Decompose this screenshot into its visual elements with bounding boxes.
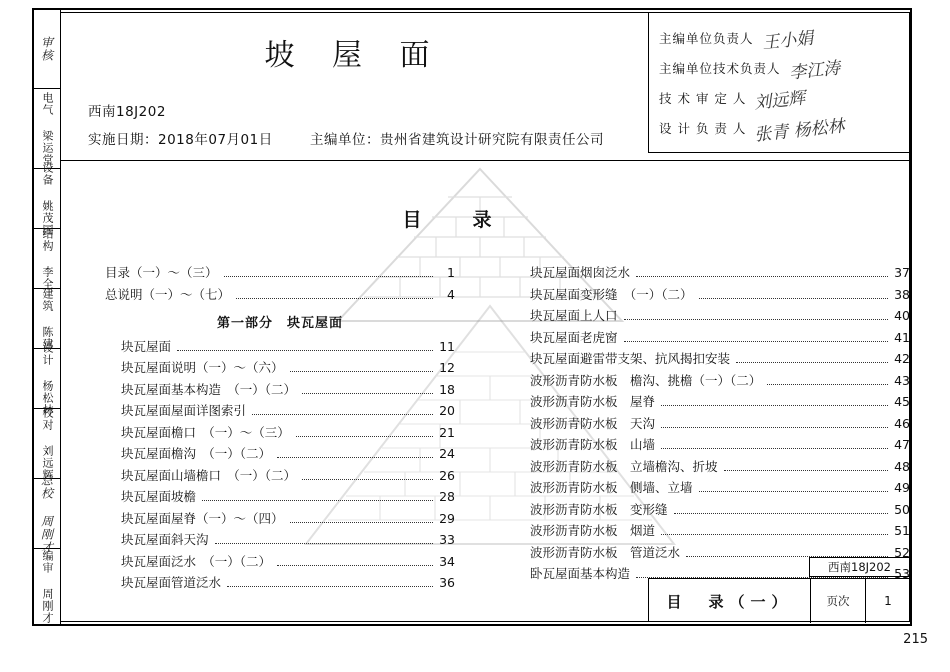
title-block-row-2 <box>659 83 903 113</box>
strip-label-5: 设计 杨松林 <box>41 341 54 416</box>
toc-leader-dots <box>290 512 433 523</box>
toc-entry-page: 50 <box>894 501 910 517</box>
toc-entry[interactable] <box>530 502 910 518</box>
toc-entry-page: 4 <box>447 286 455 302</box>
toc-entry-label: 块瓦屋面檐口 （一）～（三） <box>121 424 290 440</box>
toc-entry[interactable] <box>105 554 455 570</box>
title-block-signature-0: 王小娟 <box>760 27 814 54</box>
toc-entry-label: 卧瓦屋面基本构造 <box>530 566 631 581</box>
toc-entry-page: 21 <box>439 424 455 440</box>
toc-entry[interactable] <box>530 394 910 410</box>
toc-leader-dots <box>636 266 888 277</box>
toc-entry-label: 块瓦屋面避雷带支架、抗风揭扣安装 <box>530 351 731 366</box>
title-block-row-3 <box>659 113 903 146</box>
toc-leader-dots <box>699 481 888 492</box>
page-title: 坡 屋 面 <box>264 38 444 73</box>
toc-entry-label: 波形沥青防水板 侧墙、立墙 <box>530 480 693 495</box>
sheet-page-number: 215 <box>903 632 928 647</box>
footer-title: 目 录（一） <box>666 592 793 611</box>
toc-entry-label: 波形沥青防水板 管道泛水 <box>530 544 681 560</box>
toc-entry-label: 块瓦屋面屋面详图索引 <box>121 403 247 418</box>
toc-entry[interactable] <box>105 360 455 376</box>
toc-entry-label: 块瓦屋面斜天沟 <box>121 532 209 547</box>
toc-entry-page: 33 <box>439 532 455 547</box>
toc-leader-dots <box>296 426 433 437</box>
toc-entry-label: 块瓦屋面上人口 <box>530 308 618 323</box>
toc-leader-dots <box>302 383 433 394</box>
toc-entry-page: 41 <box>894 329 910 345</box>
toc-leader-dots <box>290 361 433 372</box>
strip-label-3: 结构 李全 <box>41 227 54 290</box>
strip-cell-3 <box>33 229 61 289</box>
toc-entry[interactable] <box>105 468 455 484</box>
toc-entry-page: 37 <box>894 265 910 280</box>
strip-label-0: 审核 <box>39 35 54 62</box>
toc-entry-label: 块瓦屋面老虎窗 <box>530 329 618 345</box>
toc-entry-page: 28 <box>439 489 455 504</box>
toc-entry-page: 1 <box>447 265 455 280</box>
toc-leader-dots <box>661 395 888 406</box>
title-block-label-2: 技 术 审 定 人 <box>659 91 747 106</box>
toc-leader-dots <box>661 438 888 449</box>
toc-entry[interactable] <box>105 446 455 462</box>
toc-section-heading: 第一部分 块瓦屋面 <box>216 315 343 331</box>
toc-left-column <box>105 265 455 597</box>
toc-entry-label: 块瓦屋面说明（一）～（六） <box>121 360 284 375</box>
toc-leader-dots <box>302 469 433 480</box>
toc-entry[interactable] <box>105 511 455 527</box>
title-block-signature-2: 刘远辉 <box>753 87 807 114</box>
strip-label-7: 总校 周刚才 <box>39 473 54 554</box>
strip-cell-0 <box>33 9 61 89</box>
toc-entry-page: 29 <box>439 510 455 526</box>
toc-entry-label: 块瓦屋面檐沟 （一）（二） <box>121 446 272 461</box>
toc-entry[interactable] <box>530 308 910 324</box>
toc-entry-page: 40 <box>894 308 910 323</box>
strip-label-4: 建筑 陈建 <box>41 287 54 350</box>
left-signature-strip <box>33 9 61 625</box>
strip-cell-1 <box>33 89 61 169</box>
toc-leader-dots <box>224 266 433 277</box>
toc-entry-label: 波形沥青防水板 变形缝 <box>530 501 668 517</box>
catalog-heading: 目 录 <box>402 209 508 231</box>
toc-entry-label: 块瓦屋面屋脊（一）～（四） <box>121 510 284 526</box>
toc-entry-label: 总说明（一）～（七） <box>105 286 231 302</box>
toc-entry[interactable] <box>530 523 910 539</box>
toc-entry[interactable] <box>530 351 910 367</box>
title-block-signature-1: 李江涛 <box>787 57 841 84</box>
toc-entry-label: 块瓦屋面泛水 （一）（二） <box>121 553 272 569</box>
strip-cell-8 <box>33 549 61 625</box>
effective-date: 实施日期：2018年07月01日 <box>88 132 273 148</box>
toc-entry[interactable] <box>530 287 910 303</box>
footer-atlas-code: 西南18J202 <box>809 557 909 577</box>
toc-entry-page: 38 <box>894 286 910 302</box>
chief-editor-unit: 主编单位：贵州省建筑设计研究院有限责任公司 <box>310 132 604 148</box>
toc-entry[interactable] <box>105 489 455 505</box>
toc-entry-label: 波形沥青防水板 屋脊 <box>530 394 656 409</box>
toc-entry[interactable] <box>105 287 455 303</box>
toc-entry[interactable] <box>105 339 455 355</box>
toc-leader-dots <box>736 352 888 363</box>
toc-entry-label: 块瓦屋面管道泛水 <box>121 575 222 590</box>
toc-entry[interactable] <box>530 330 910 346</box>
toc-right-column <box>530 265 910 588</box>
atlas-code: 西南18J202 <box>88 104 166 120</box>
toc-entry-label: 块瓦屋面变形缝 （一）（二） <box>530 286 693 302</box>
toc-entry-label: 块瓦屋面 <box>121 338 172 354</box>
toc-entry-label: 波形沥青防水板 立墙檐沟、折坡 <box>530 458 718 474</box>
title-block-row-0 <box>659 23 903 53</box>
toc-leader-dots <box>624 309 888 320</box>
toc-leader-dots <box>277 447 433 458</box>
toc-leader-dots <box>724 460 888 471</box>
footer-page-group <box>810 579 910 623</box>
toc-entry-page: 36 <box>439 575 455 590</box>
strip-label-8: 编审 周刚才 <box>41 550 54 624</box>
toc-leader-dots <box>661 524 888 535</box>
toc-entry-page: 24 <box>439 446 455 461</box>
strip-label-6: 校对 刘远辉 <box>41 406 54 481</box>
toc-entry-page: 52 <box>894 544 910 560</box>
toc-entry[interactable] <box>105 382 455 398</box>
strip-label-2: 设备 姚茂国 <box>41 161 54 236</box>
toc-entry-page: 42 <box>894 351 910 366</box>
toc-leader-dots <box>227 576 433 587</box>
toc-entry-label: 块瓦屋面坡檐 <box>121 489 197 504</box>
toc-entry-label: 波形沥青防水板 山墙 <box>530 437 656 452</box>
toc-leader-dots <box>686 546 888 557</box>
toc-entry-label: 波形沥青防水板 烟道 <box>530 523 656 538</box>
title-block-row-1 <box>659 53 903 83</box>
toc-entry[interactable] <box>105 403 455 419</box>
title-block-label-0: 主编单位负责人 <box>659 31 754 46</box>
toc-entry[interactable] <box>105 425 455 441</box>
title-block-signature-3: 张青 杨松林 <box>753 115 846 146</box>
strip-label-1: 电气 梁运堂 <box>41 91 54 166</box>
toc-entry-page: 51 <box>894 523 910 538</box>
toc-entry[interactable] <box>530 265 910 281</box>
toc-entry-page: 49 <box>894 480 910 495</box>
toc-entry[interactable] <box>105 575 455 591</box>
toc-entry[interactable] <box>530 373 910 389</box>
toc-entry[interactable] <box>105 265 455 281</box>
toc-entry-page: 12 <box>439 360 455 375</box>
toc-leader-dots <box>236 288 433 299</box>
title-block <box>648 13 909 153</box>
toc-leader-dots <box>215 533 433 544</box>
toc-entry-page: 26 <box>439 467 455 483</box>
toc-entry-page: 46 <box>894 415 910 431</box>
toc-leader-dots <box>624 331 888 342</box>
strip-cell-6 <box>33 406 61 481</box>
title-block-label-1: 主编单位技术负责人 <box>659 61 781 76</box>
strip-cell-5 <box>33 341 61 416</box>
toc-entry-page: 48 <box>894 458 910 474</box>
toc-entry-label: 波形沥青防水板 天沟 <box>530 415 656 431</box>
toc-leader-dots <box>699 288 888 299</box>
toc-entry-page: 47 <box>894 437 910 452</box>
toc-entry-label: 波形沥青防水板 檐沟、挑檐（一）（二） <box>530 372 762 388</box>
toc-leader-dots <box>661 417 888 428</box>
toc-leader-dots <box>177 340 433 351</box>
toc-entry[interactable] <box>105 532 455 548</box>
toc-entry-label: 块瓦屋面烟囱泛水 <box>530 265 631 280</box>
toc-entry-page: 11 <box>439 338 455 354</box>
strip-cell-7 <box>33 473 61 554</box>
toc-entry-page: 53 <box>894 566 910 581</box>
toc-entry-label: 块瓦屋面山墙檐口 （一）（二） <box>121 467 297 483</box>
toc-leader-dots <box>252 404 433 415</box>
strip-cell-4 <box>33 289 61 349</box>
toc-entry-label: 目录（一）～（三） <box>105 265 218 280</box>
toc-entry-label: 块瓦屋面基本构造 （一）（二） <box>121 381 297 397</box>
footer-page-value: 1 <box>884 594 892 608</box>
toc-entry-page: 18 <box>439 381 455 397</box>
footer-page-label: 页次 <box>811 579 866 623</box>
toc-entry[interactable] <box>530 416 910 432</box>
toc-entry-page: 20 <box>439 403 455 418</box>
toc-leader-dots <box>674 503 888 514</box>
toc-entry[interactable] <box>530 480 910 496</box>
toc-entry-page: 43 <box>894 372 910 388</box>
toc-leader-dots <box>767 374 888 385</box>
toc-entry-page: 34 <box>439 553 455 569</box>
header-divider <box>61 160 909 161</box>
toc-entry[interactable] <box>530 437 910 453</box>
title-block-label-3: 设 计 负 责 人 <box>659 121 747 136</box>
toc-entry[interactable] <box>530 459 910 475</box>
toc-leader-dots <box>277 555 433 566</box>
toc-entry-page: 45 <box>894 394 910 409</box>
toc-leader-dots <box>202 490 433 501</box>
